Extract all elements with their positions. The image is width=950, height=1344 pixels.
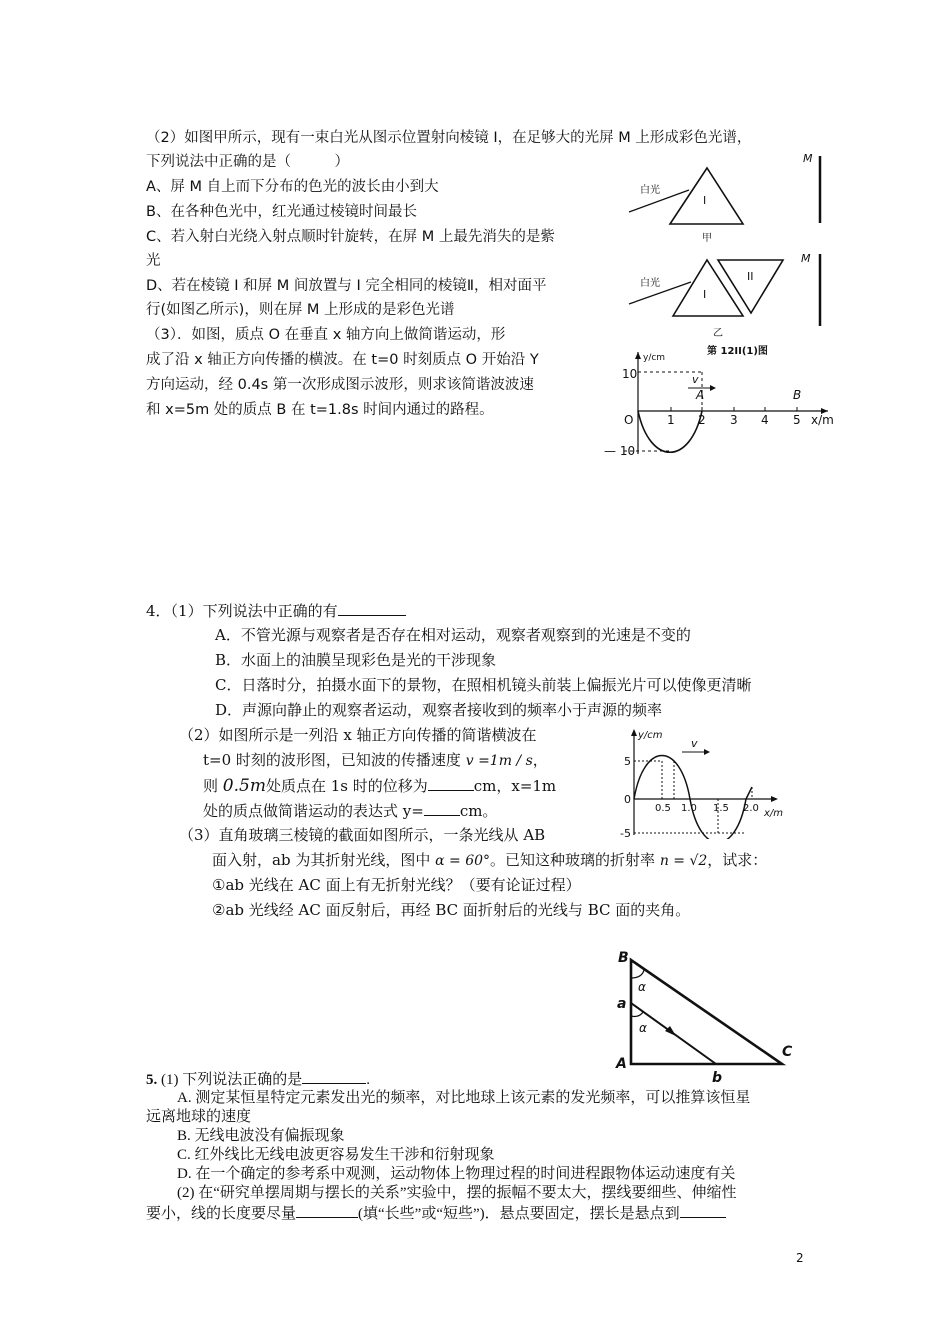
q4-part3-line2-mid: 。已知这种玻璃的折射率 [490, 851, 656, 869]
point-b-label: b [712, 1070, 723, 1086]
y-axis-arrow [635, 352, 641, 359]
q5-part2-line2-end: (填“长些”或“短些”)．悬点要固定，摆长是悬点到 [358, 1206, 680, 1222]
alpha-expression: α = 60° [435, 853, 491, 869]
x-tick-5: 5 [793, 413, 801, 427]
alpha-label-top: α [638, 980, 646, 994]
q5-part2-line2 [146, 1202, 726, 1224]
q4-part2-line2-end: ， [532, 751, 548, 769]
q5-option-a-line1: A. 测定某恒星特定元素发出光的频率，对比地球上该元素的发光频率，可以推算该恒星 [177, 1090, 751, 1106]
q4-part1-option-b: B．水面上的油膜呈现彩色是光的干涉现象 [215, 651, 497, 669]
y-tick-bottom: — 10 [604, 444, 636, 458]
x-tick-2-0: 2.0 [743, 803, 759, 814]
prism-i-label-top: I [703, 194, 707, 207]
angle-arc-b [631, 970, 644, 978]
q5-stem-text: (1) 下列说法正确的是 [161, 1072, 303, 1088]
vertex-a-label: A [616, 1056, 627, 1072]
prism-ii-label: II [747, 270, 754, 283]
displacement-answer-blank[interactable] [428, 775, 474, 791]
q4-part2-line3 [203, 775, 556, 796]
screen-label-bottom: M [801, 252, 811, 265]
velocity-arrowhead [710, 385, 716, 391]
q5-stem-end: . [366, 1072, 370, 1088]
q4-part1-answer-blank[interactable] [338, 600, 406, 616]
y-axis-label: y/cm [643, 353, 666, 363]
position-expression: 0.5m [222, 776, 266, 796]
q4-part2-line4-end: cm。 [459, 802, 498, 820]
q4-part1-stem [146, 600, 406, 621]
page-number: 2 [796, 1251, 804, 1265]
q-prism-option-b: B、在各种色光中，红光通过棱镜时间最长 [146, 204, 417, 220]
q5-answer-blank[interactable] [302, 1068, 366, 1084]
q5-part2-line2-text: 要小，线的长度要尽量 [146, 1206, 297, 1222]
q4-part3-line2-end: ，试求： [707, 851, 768, 869]
caption-yi: 乙 [713, 328, 723, 339]
y-tick-bottom: -5 [620, 827, 631, 839]
q4-part3-sub1: ①ab 光线在 AC 面上有无折射光线？（要有论证过程） [212, 876, 581, 894]
x-tick-2: 2 [698, 413, 706, 427]
prism-ii-bottom [718, 260, 783, 313]
q5-option-a-line2: 远离地球的速度 [146, 1109, 252, 1125]
point-a-label: A [696, 388, 705, 402]
refractive-index-expression: n = √2 [659, 853, 708, 869]
x-tick-1: 1 [667, 413, 675, 427]
vertex-b-label: B [618, 950, 629, 966]
prism-i-bottom [673, 260, 743, 316]
wave-figure-2 [618, 727, 788, 839]
x-tick-3: 3 [730, 413, 738, 427]
x-tick-1-5: 1.5 [713, 803, 729, 814]
white-light-label-bottom: 白光 [640, 278, 660, 289]
q4-part2-line3-end: cm，x=1m [473, 777, 557, 795]
q-prism-option-c-line2: 光 [146, 253, 161, 269]
x-ticks [671, 407, 797, 411]
q4-part3-sub2: ②ab 光线经 AC 面反射后，再经 BC 面折射后的光线与 BC 面的夹角。 [212, 901, 691, 919]
q5-option-d: D. 在一个确定的参考系中观测，运动物体上物理过程的时间进程跟物体运动速度有关 [177, 1166, 736, 1182]
q4-part1-option-a: A．不管光源与观察者是否存在相对运动，观察者观察到的光速是不变的 [215, 626, 691, 644]
q-wave-line3: 方向运动，经 0.4s 第一次形成图示波形，则求该简谐波波速 [146, 377, 534, 393]
prism-i-top [670, 168, 743, 224]
y-axis-arrow [631, 729, 637, 736]
origin-label: O [624, 413, 634, 427]
caption-jia: 甲 [702, 233, 712, 244]
alpha-label-bottom: α [639, 1021, 647, 1035]
q-prism-option-d-line2: 行(如图乙所示)，则在屏 M 上形成的是彩色光谱 [146, 302, 455, 318]
point-a-label: a [617, 996, 627, 1012]
q4-part3-line2 [212, 850, 767, 871]
angle-arc-a [631, 1012, 643, 1017]
q4-part1-stem-text: 4．（1）下列说法中正确的有 [146, 602, 338, 620]
vertex-c-label: C [782, 1044, 793, 1060]
q-prism-line2: 下列说法中正确的是（ ） [146, 154, 349, 170]
q5-part2-line1: (2) 在“研究单摆周期与摆长的关系”实验中，摆的振幅不要太大，摆线要细些、伸缩性 [177, 1185, 737, 1201]
pendulum-length-blank[interactable] [680, 1202, 726, 1218]
expression-answer-blank[interactable] [424, 800, 460, 816]
white-light-label-top: 白光 [640, 185, 660, 196]
x-tick-1-0: 1.0 [681, 803, 697, 814]
velocity-arrowhead [704, 749, 710, 755]
x-tick-0-5: 0.5 [655, 803, 671, 814]
q4-part2-line2-text: t=0 时刻的波形图，已知波的传播速度 [203, 751, 461, 769]
x-axis-label: x/m [811, 413, 834, 427]
velocity-label: v [691, 737, 698, 750]
x-axis-label: x/m [764, 808, 784, 819]
q5-option-b: B. 无线电波没有偏振现象 [177, 1128, 345, 1144]
q4-part2-line1: （2）如图所示是一列沿 x 轴正方向传播的简谐横波在 [179, 726, 537, 744]
q4-part1-option-d: D．声源向静止的观察者运动，观察者接收到的频率小于声源的频率 [215, 701, 663, 719]
prism-i-label-bottom: I [703, 288, 707, 301]
q-prism-option-d-line1: D、若在棱镜 I 和屏 M 间放置与 I 完全相同的棱镜Ⅱ，相对面平 [146, 278, 547, 294]
point-b-label: B [793, 388, 802, 402]
prism-figure [625, 148, 835, 363]
length-answer-blank[interactable] [296, 1202, 358, 1218]
q4-part2-line3-mid: 处质点在 1s 时的位移为 [265, 777, 428, 795]
q4-part2-line2 [203, 750, 548, 771]
q4-part2-line3-text: 则 [203, 777, 219, 795]
q4-part2-line4-text: 处的质点做简谐运动的表达式 y= [203, 802, 424, 820]
q-wave-line1: （3）．如图，质点 O 在垂直 x 轴方向上做简谐运动，形 [146, 327, 506, 343]
q4-part2-line4 [203, 800, 497, 821]
figure-caption: 第 12II(1)图 [707, 346, 768, 357]
origin-label: 0 [624, 793, 631, 806]
q-prism-line1: （2）如图甲所示，现有一束白光从图示位置射向棱镜 I，在足够大的光屏 M 上形成彩色光谱， [146, 130, 752, 146]
triangle-prism-figure [612, 948, 802, 1090]
x-axis-arrow [771, 796, 778, 802]
q4-part3-line2-text: 面入射，ab 为其折射光线，图中 [212, 851, 431, 869]
q5-number: 5. [146, 1072, 158, 1088]
q4-part1-option-c: C．日落时分，拍摄水面下的景物，在照相机镜头前装上偏振光片可以使像更清晰 [215, 676, 752, 694]
q-prism-option-a: A、屏 M 自上而下分布的色光的波长由小到大 [146, 179, 439, 195]
y-tick-top: 10 [622, 367, 638, 381]
y-tick-top: 5 [624, 755, 631, 768]
velocity-expression: v =1m / s [465, 753, 533, 769]
q-prism-option-c-line1: C、若入射白光绕入射点顺时针旋转，在屏 M 上最先消失的是紫 [146, 229, 555, 245]
q-wave-line4: 和 x=5m 处的质点 B 在 t=1.8s 时间内通过的路程。 [146, 402, 494, 418]
y-axis-label: y/cm [638, 730, 663, 741]
prism-outline [631, 960, 782, 1064]
q5-stem [146, 1068, 370, 1090]
q-wave-line2: 成了沿 x 轴正方向传播的横波。在 t=0 时刻质点 O 开始沿 Y [146, 352, 539, 368]
q5-option-c: C. 红外线比无线电波更容易发生干涉和衍射现象 [177, 1147, 495, 1163]
x-tick-4: 4 [761, 413, 769, 427]
screen-label-top: M [803, 152, 813, 165]
q4-part3-line1: （3）直角玻璃三棱镜的截面如图所示，一条光线从 AB [179, 826, 546, 844]
wave-curve [634, 756, 752, 840]
velocity-label: v [692, 373, 699, 386]
wave-figure-1 [600, 352, 840, 464]
